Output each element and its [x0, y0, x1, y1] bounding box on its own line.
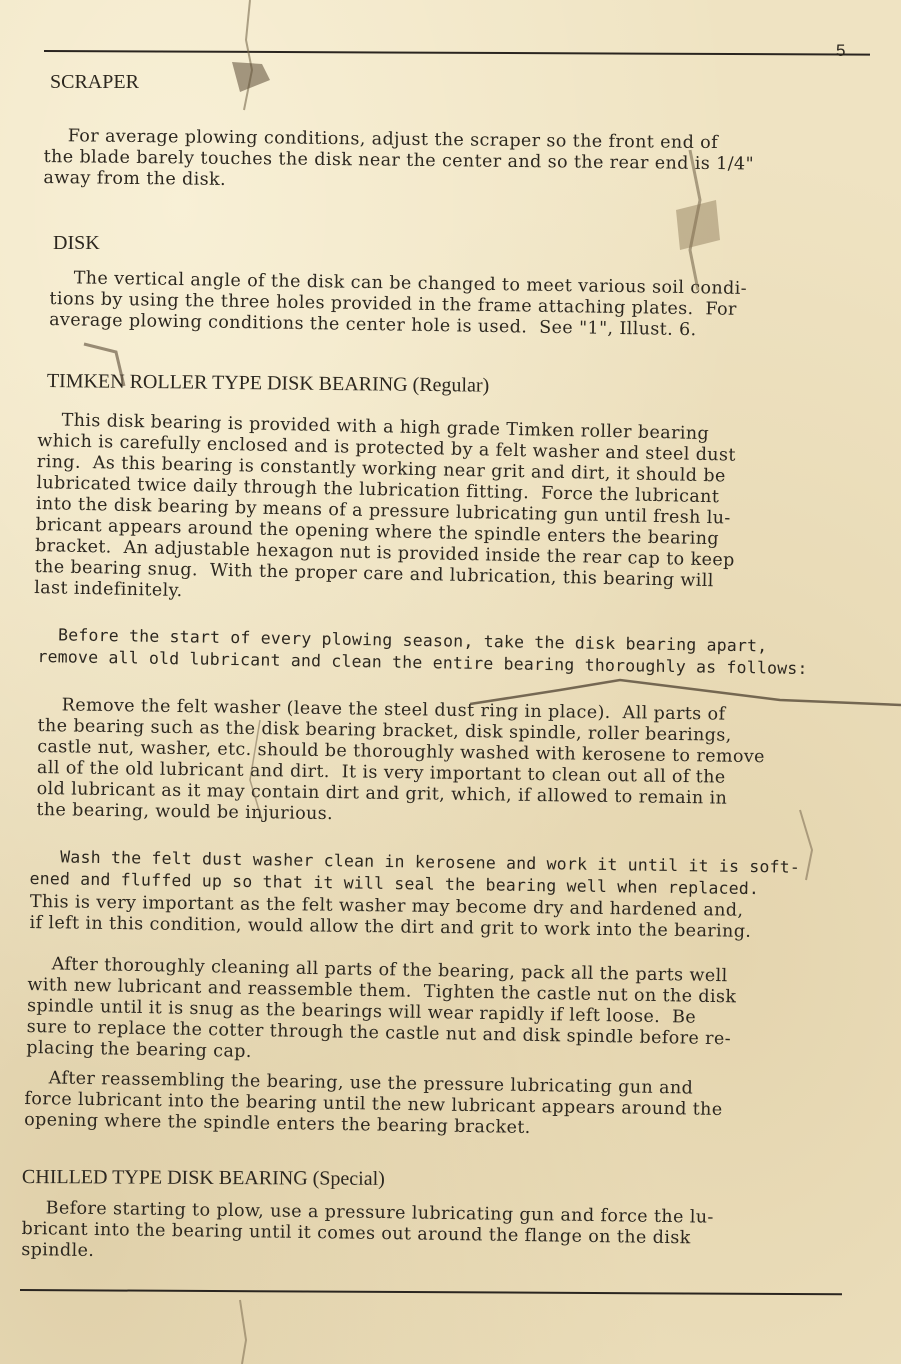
scraper-paragraph: For average plowing conditions, adjust the scraper so the front end of the blade barely touches the disk near the center and so the rear end is 1/4" away from the disk. — [43, 126, 755, 190]
chilled-paragraph: Before starting to plow, use a pressure lubricating gun and force the lu- bricant into the bearing until it comes out around the flange on the disk spindle. — [21, 1198, 714, 1262]
after-reassembling-paragraph: After reassembling the bearing, use the pressure lubricating gun and force lubricant into the bearing until the new lubricant appears around the opening where the spindle enters the bearing bracket. — [24, 1068, 723, 1138]
wash-washer-continued: This is very important as the felt washer may become dry and hardened and, if left in this condition, would allow the dirt and grit to work into the bearing. — [29, 892, 752, 942]
top-rule — [44, 50, 870, 56]
remove-washer-paragraph: Remove the felt washer (leave the steel dust ring in place). All parts of the bearing such as the disk bearing bracket, disk spindle, roller bearings, castle nut, washer, etc. should be thoroughly washed with kerosene to remove all of the old lubricant and dirt. It is very important to clean out all of the old lubricant as it may contain dirt and grit, which, if allowed to remain in the bearing, would be injurious. — [36, 695, 766, 825]
disk-paragraph: The vertical angle of the disk can be changed to meet various soil condi- tions by using the three holes provided in the frame attaching plates. For average plowing conditions the center hole is used. See "1", Illust. 6. — [49, 268, 748, 341]
page-number: 5 — [836, 41, 846, 60]
timken-heading: TIMKEN ROLLER TYPE DISK BEARING (Regular) — [46, 370, 490, 397]
timken-paragraph: This disk bearing is provided with a high grade Timken roller bearing which is carefully enclosed and is protected by a felt washer and steel dust ring. As this bearing is constantly working near grit and dirt, it should be lubricated twice daily through the lubrication fitting. Force the lubricant into the disk bearing by means of a pressure lubricating gun until fresh lu- bricant appears around the opening where the spindle enters the bearing bracket. An adjustable hexagon nut is provided inside the rear cap to keep the bearing snug. With the proper care and lubrication, this bearing will last indefinitely. — [34, 410, 736, 602]
bottom-rule — [20, 1289, 842, 1295]
scraper-heading: SCRAPER — [50, 71, 139, 93]
wash-washer-paragraph: Wash the felt dust washer clean in kerosene and work it until it is soft- ened and fluffed up so that it will seal the bearing well when replaced. — [29, 846, 801, 899]
before-season-paragraph: Before the start of every plowing season, take the disk bearing apart, remove all old lubricant and clean the entire bearing thoroughly as follows: — [37, 624, 808, 679]
disk-heading: DISK — [53, 232, 100, 254]
after-cleaning-paragraph: After thoroughly cleaning all parts of the bearing, pack all the parts well with new lubricant and reassemble them. Tighten the castle nut on the disk spindle until it is snug as the bearings will wear rapidly if left loose. Be sure to replace the cotter through the castle nut and disk spindle before re- placing the bearing cap. — [26, 954, 737, 1062]
chilled-heading: CHILLED TYPE DISK BEARING (Special) — [21, 1166, 385, 1190]
